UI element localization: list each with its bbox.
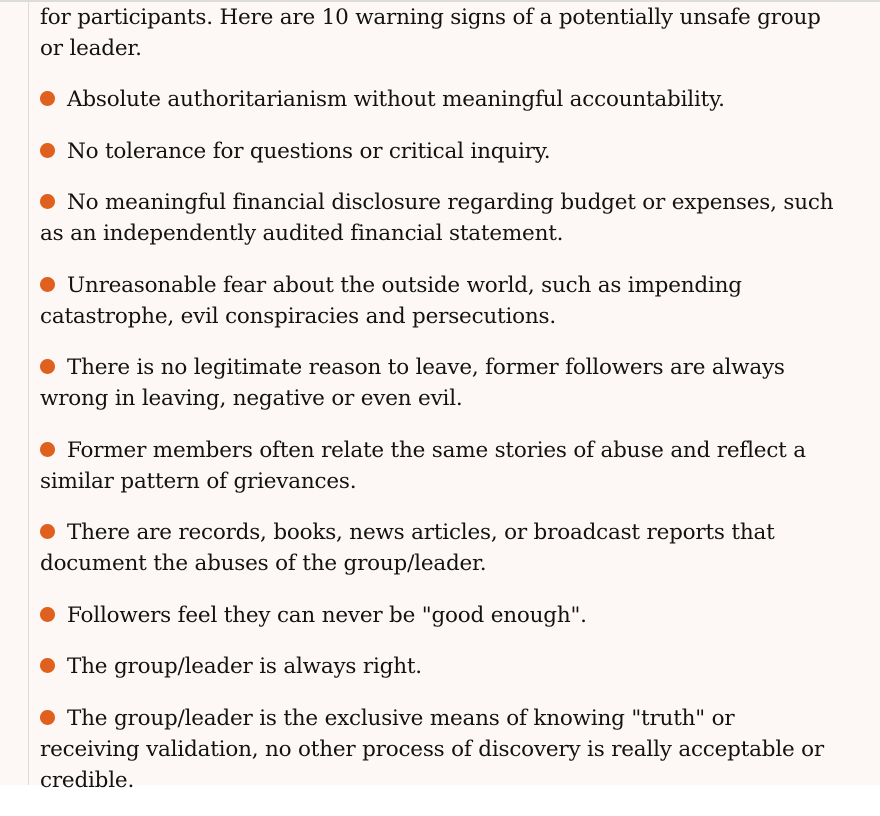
list-item-text: No tolerance for questions or critical inquiry. <box>67 138 551 164</box>
list-item-text: The group/leader is the exclusive means of knowing "truth" or receiving validation, no other process of discovery is really acceptable or credible. <box>40 705 825 793</box>
bullet-dot-icon <box>40 143 55 158</box>
list-item-text: The group/leader is always right. <box>67 654 422 679</box>
list-item-text: Absolute authoritarianism without meaningful accountability. <box>67 87 725 112</box>
list-item-text: Unreasonable fear about the outside world, such as impending catastrophe, evil conspiracies and persecutions. <box>40 272 742 329</box>
list-item <box>40 703 840 796</box>
list-item <box>40 84 840 115</box>
list-item-text: Former members often relate the same stories of abuse and reflect a similar pattern of grievances. <box>40 437 806 494</box>
list-item-text: There are records, books, news articles, or broadcast reports that document the abuses of the group/leader. <box>40 520 775 576</box>
warning-signs-list <box>40 84 840 796</box>
bullet-dot-icon <box>40 658 55 673</box>
bullet-dot-icon <box>40 277 55 292</box>
left-divider <box>28 0 29 785</box>
list-item-text: There is no legitimate reason to leave, former followers are always wrong in leaving, negative or even evil. <box>40 355 785 411</box>
bullet-dot-icon <box>40 442 55 457</box>
bullet-dot-icon <box>40 91 55 106</box>
list-item <box>40 136 840 167</box>
list-item <box>40 435 840 497</box>
bullet-dot-icon <box>40 524 55 539</box>
bullet-dot-icon <box>40 710 55 725</box>
list-item <box>40 517 840 579</box>
article-body <box>40 2 840 816</box>
list-item <box>40 187 840 249</box>
bullet-dot-icon <box>40 194 55 209</box>
bullet-dot-icon <box>40 359 55 374</box>
list-item-text: Followers feel they can never be "good enough". <box>67 602 587 628</box>
list-item <box>40 651 840 682</box>
list-item-text: No meaningful financial disclosure regarding budget or expenses, such as an independently audited financial statement. <box>40 190 834 246</box>
list-item <box>40 352 840 414</box>
intro-paragraph: for participants. Here are 10 warning signs of a potentially unsafe group or leader. <box>40 5 821 61</box>
bullet-dot-icon <box>40 607 55 622</box>
list-item <box>40 270 840 332</box>
list-item <box>40 600 840 631</box>
